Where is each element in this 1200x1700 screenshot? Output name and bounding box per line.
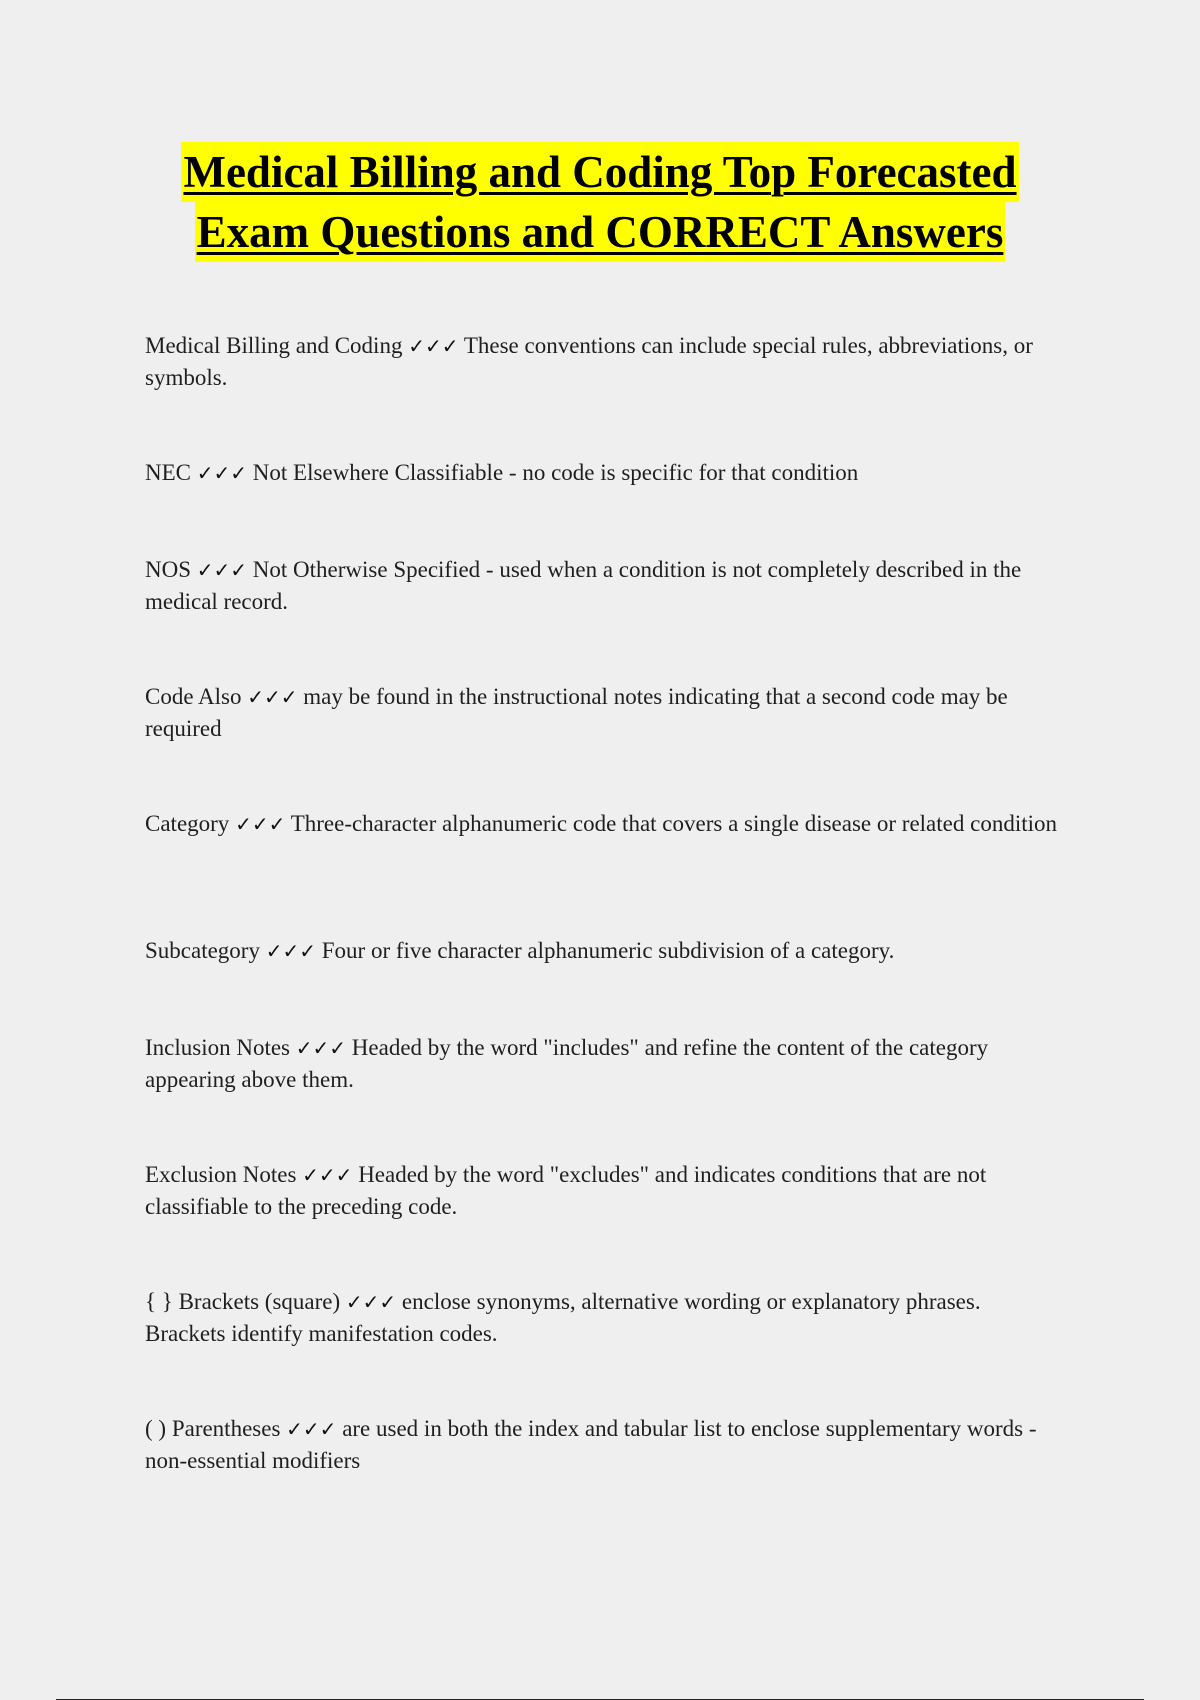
entry-term: ( ) Parentheses: [145, 1416, 281, 1441]
qa-entry-nec: [145, 457, 1065, 489]
check-mark-icon: ✓✓✓: [302, 1163, 353, 1187]
check-mark-icon: ✓✓✓: [265, 939, 316, 963]
entry-term: Subcategory: [145, 938, 260, 963]
entry-term: Category: [145, 811, 230, 836]
entry-term: Exclusion Notes: [145, 1162, 297, 1187]
check-mark-icon: ✓✓✓: [196, 558, 248, 582]
entry-definition: enclose synonyms, alternative wording or explanatory phrases. Brackets identify manifestation codes.: [145, 1289, 981, 1346]
document-title: [100, 142, 1100, 262]
entry-term: Inclusion Notes: [145, 1035, 291, 1060]
title-line-1: Medical Billing and Coding Top Forecasted: [181, 142, 1018, 202]
title-line-2: Exam Questions and CORRECT Answers: [195, 202, 1006, 262]
check-mark-icon: ✓✓✓: [286, 1417, 337, 1441]
check-mark-icon: ✓✓✓: [235, 812, 286, 836]
entry-term: Code Also: [145, 684, 242, 709]
entry-definition: Four or five character alphanumeric subdivision of a category.: [321, 938, 895, 963]
qa-entry-brackets: [145, 1286, 1065, 1349]
entry-term: Medical Billing and Coding: [145, 333, 403, 358]
entry-definition: may be found in the instructional notes indicating that a second code may be required: [145, 684, 1008, 741]
check-mark-icon: ✓✓✓: [408, 334, 459, 358]
entry-definition: are used in both the index and tabular list to enclose supplementary words - non-essential modifiers: [145, 1416, 1037, 1473]
check-mark-icon: ✓✓✓: [345, 1290, 397, 1314]
qa-entry-subcategory: [145, 935, 1065, 967]
entry-term: NOS: [145, 557, 192, 582]
entry-term: NEC: [145, 460, 191, 485]
entry-definition: Three-character alphanumeric code that covers a single disease or related condition: [290, 811, 1057, 836]
qa-entry-exclusion-notes: [145, 1159, 1065, 1222]
qa-entry-code-also: [145, 681, 1065, 744]
entry-definition: Not Otherwise Specified - used when a condition is not completely described in the medical record.: [145, 557, 1022, 614]
entry-definition: Headed by the word "includes" and refine the content of the category appearing above them.: [145, 1035, 989, 1092]
qa-entry-nos: [145, 554, 1065, 617]
entry-term: { } Brackets (square): [145, 1289, 341, 1314]
entry-definition: Headed by the word "excludes" and indicates conditions that are not classifiable to the preceding code.: [145, 1162, 987, 1219]
qa-entry-inclusion-notes: [145, 1032, 1065, 1095]
qa-entry-parentheses: [145, 1413, 1065, 1476]
check-mark-icon: ✓✓✓: [196, 461, 248, 485]
entry-definition: Not Elsewhere Classifiable - no code is specific for that condition: [252, 460, 859, 485]
check-mark-icon: ✓✓✓: [247, 685, 298, 709]
entry-definition: These conventions can include special rules, abbreviations, or symbols.: [145, 333, 1033, 390]
qa-entry-medical-billing-and-coding: [145, 330, 1065, 393]
check-mark-icon: ✓✓✓: [295, 1036, 347, 1060]
qa-entry-category: [145, 808, 1065, 840]
